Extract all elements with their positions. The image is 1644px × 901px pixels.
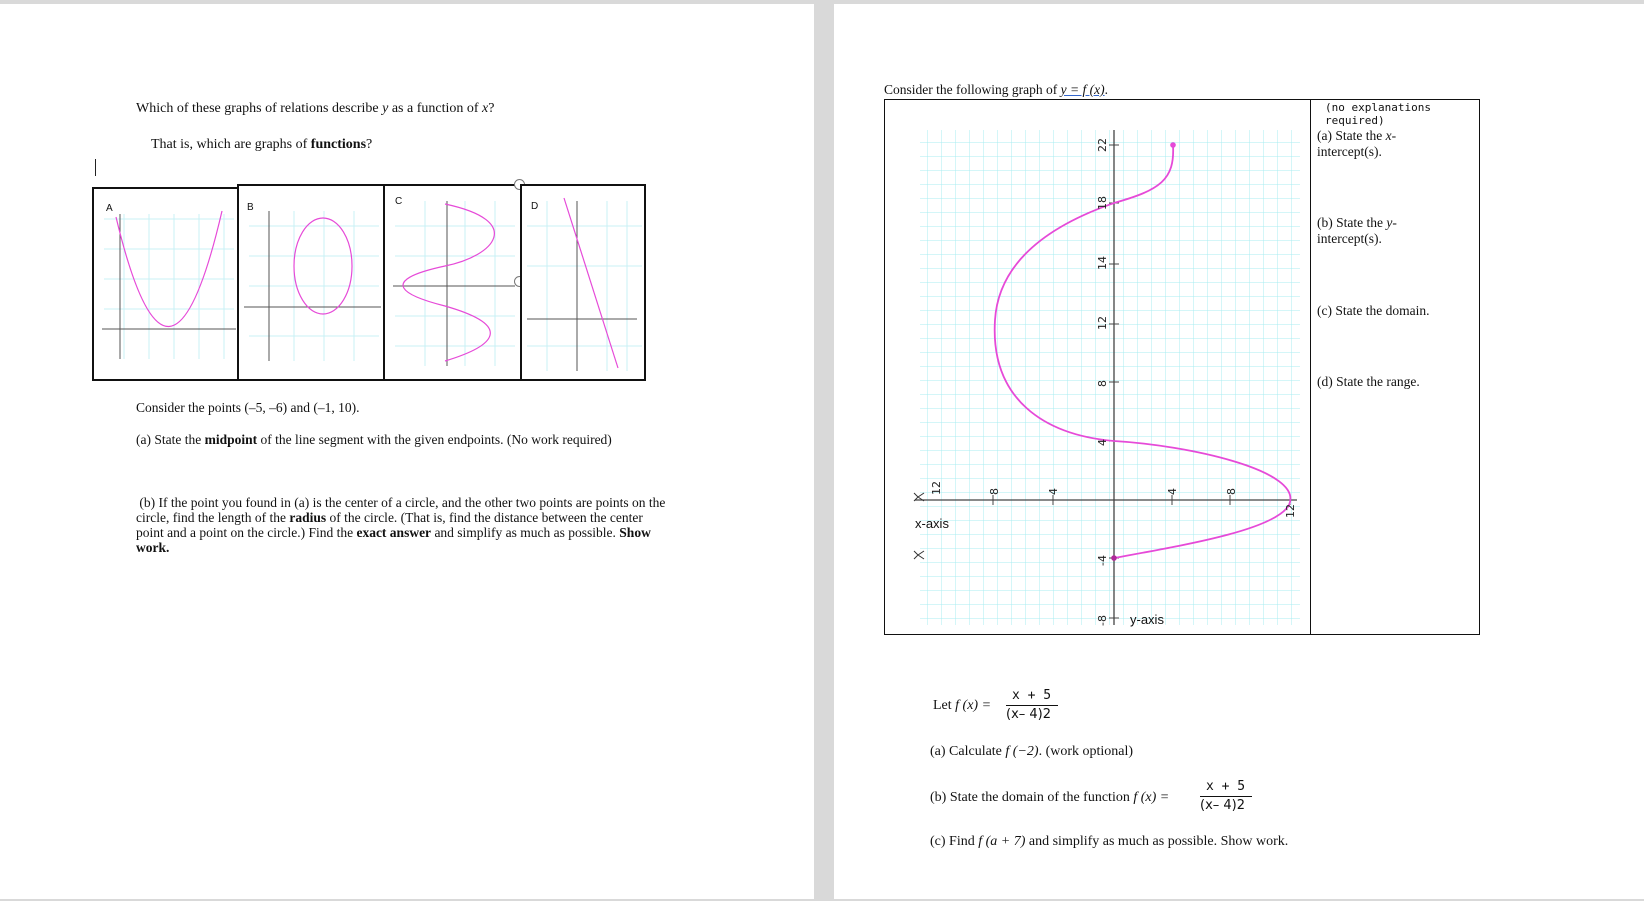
endpoint-bottom [1111, 555, 1117, 561]
graph-thumbnail-a[interactable] [92, 187, 240, 381]
function-name: y = f (x) [1060, 82, 1105, 97]
document-page-right [834, 4, 1644, 899]
function-f: f (x) = [1133, 790, 1170, 805]
bold-text: Show [619, 525, 651, 540]
relation-graph [885, 100, 1310, 634]
text: intercept(s). [1317, 144, 1382, 159]
text: ? [488, 101, 495, 116]
question-a-x-intercepts [1317, 128, 1396, 160]
graph-thumbnail-d[interactable] [520, 184, 646, 381]
text: . (work optional) [1038, 744, 1134, 759]
x-tick-4: 4 [1166, 488, 1179, 495]
text: (a) Calculate [930, 744, 1006, 759]
bold-text: midpoint [204, 432, 258, 447]
question-1-line-2 [151, 137, 372, 153]
fraction-domain [1198, 779, 1258, 819]
y-tick-12: 12 [1096, 316, 1109, 330]
var-y: y [382, 101, 389, 116]
part-b-radius [136, 495, 696, 555]
graph-thumbnail-c[interactable] [383, 184, 522, 381]
text: (b) If the point you found in (a) is the center of a circle, and the other two points are points on the [139, 495, 666, 510]
graph-title [884, 82, 1108, 98]
text: - [1392, 215, 1397, 230]
numerator: x + 5 [1206, 779, 1246, 794]
fraction-bar [1006, 705, 1058, 706]
text: circle, find the length of the [136, 510, 290, 525]
text: point and a point on the circle.) Find the [136, 525, 357, 540]
text-cursor [95, 159, 96, 176]
bold-text: exact answer [356, 525, 432, 540]
part-c-find [930, 834, 1288, 850]
question-c-domain: (c) State the domain. [1317, 303, 1430, 318]
bold-text: radius [289, 510, 327, 525]
text: Which of these graphs of relations describe [136, 101, 383, 116]
text: (b) State the domain of the function [930, 790, 1134, 805]
question-1-line-1 [136, 101, 494, 117]
part-a-calculate [930, 744, 1133, 760]
part-a-midpoint [136, 432, 612, 448]
text: intercept(s). [1317, 231, 1382, 246]
s-curve-graph [385, 186, 520, 379]
text: (a) State the [136, 432, 205, 447]
var-x: x [1385, 128, 1392, 143]
fraction-definition [1004, 688, 1064, 728]
part-b-line-1 [136, 495, 696, 510]
y-tick-14: 14 [1096, 256, 1109, 270]
text: Consider the following graph of [884, 82, 1061, 97]
parabola-graph [94, 189, 238, 379]
document-page-left [0, 4, 814, 899]
thumb-label-d: D [531, 201, 539, 212]
endpoint-top [1170, 142, 1176, 148]
denominator: (x– 4)2 [1006, 707, 1052, 722]
text: (c) Find [930, 834, 979, 849]
text: of the circle. (That is, find the distance between the center [326, 510, 643, 525]
x-tick-12: 12 [1284, 504, 1297, 518]
question-b-y-intercepts [1317, 215, 1397, 247]
var-x: x [482, 101, 489, 116]
y-tick-neg8: -8 [1096, 615, 1109, 626]
denominator: (x– 4)2 [1200, 798, 1246, 813]
expression: f (−2) [1005, 744, 1039, 759]
no-explanations-note: (no explanations required) [1325, 101, 1431, 127]
thumb-label-a: A [106, 203, 113, 214]
x-tick-8: 8 [1225, 488, 1238, 495]
x-tick-neg8: 8 [988, 488, 1001, 495]
y-axis-label: y-axis [1130, 612, 1164, 627]
text: (b) State the [1317, 215, 1387, 230]
var-y: y [1386, 215, 1393, 230]
fraction-bar [1200, 796, 1252, 797]
text: Let [933, 698, 956, 713]
x-axis-label: x-axis [915, 516, 949, 531]
table-divider [1310, 100, 1311, 634]
part-b-line-2 [136, 510, 696, 525]
line-graph [522, 186, 644, 379]
let-f-definition [933, 698, 991, 714]
y-tick-8: 8 [1096, 380, 1109, 387]
text: . [1104, 82, 1108, 97]
ellipse-graph [239, 186, 384, 379]
y-tick-4: 4 [1096, 439, 1109, 446]
expression: f (a + 7) [978, 834, 1026, 849]
question-d-range: (d) State the range. [1317, 374, 1420, 389]
thumb-label-c: C [395, 196, 403, 207]
bold-text: work. [136, 540, 170, 555]
text: of the line segment with the given endpoints. (No work required) [257, 432, 612, 447]
x-tick-neg12: 12 [930, 481, 943, 495]
text: - [1391, 128, 1397, 143]
function-f: f (x) = [955, 698, 992, 713]
graph-thumbnail-b[interactable] [237, 184, 386, 381]
thumb-label-b: B [247, 202, 254, 213]
numerator: x + 5 [1012, 688, 1052, 703]
x-tick-neg4: 4 [1047, 488, 1060, 495]
text: and simplify as much as possible. [431, 525, 620, 540]
y-tick-neg4: -4 [1096, 555, 1109, 566]
bold-text: functions [310, 137, 367, 152]
part-b-line-4 [136, 540, 696, 555]
text: ? [366, 137, 373, 152]
part-b-line-3 [136, 525, 696, 540]
y-tick-18: 18 [1096, 196, 1109, 210]
text: That is, which are graphs of [151, 137, 311, 152]
text: (a) State the [1317, 128, 1386, 143]
part-b-domain [930, 790, 1169, 806]
y-tick-22: 22 [1096, 138, 1109, 152]
text: as a function of [388, 101, 483, 116]
points-intro: Consider the points (–5, –6) and (–1, 10). [136, 400, 360, 415]
graph-table [884, 99, 1480, 635]
text: and simplify as much as possible. Show work. [1025, 834, 1289, 849]
